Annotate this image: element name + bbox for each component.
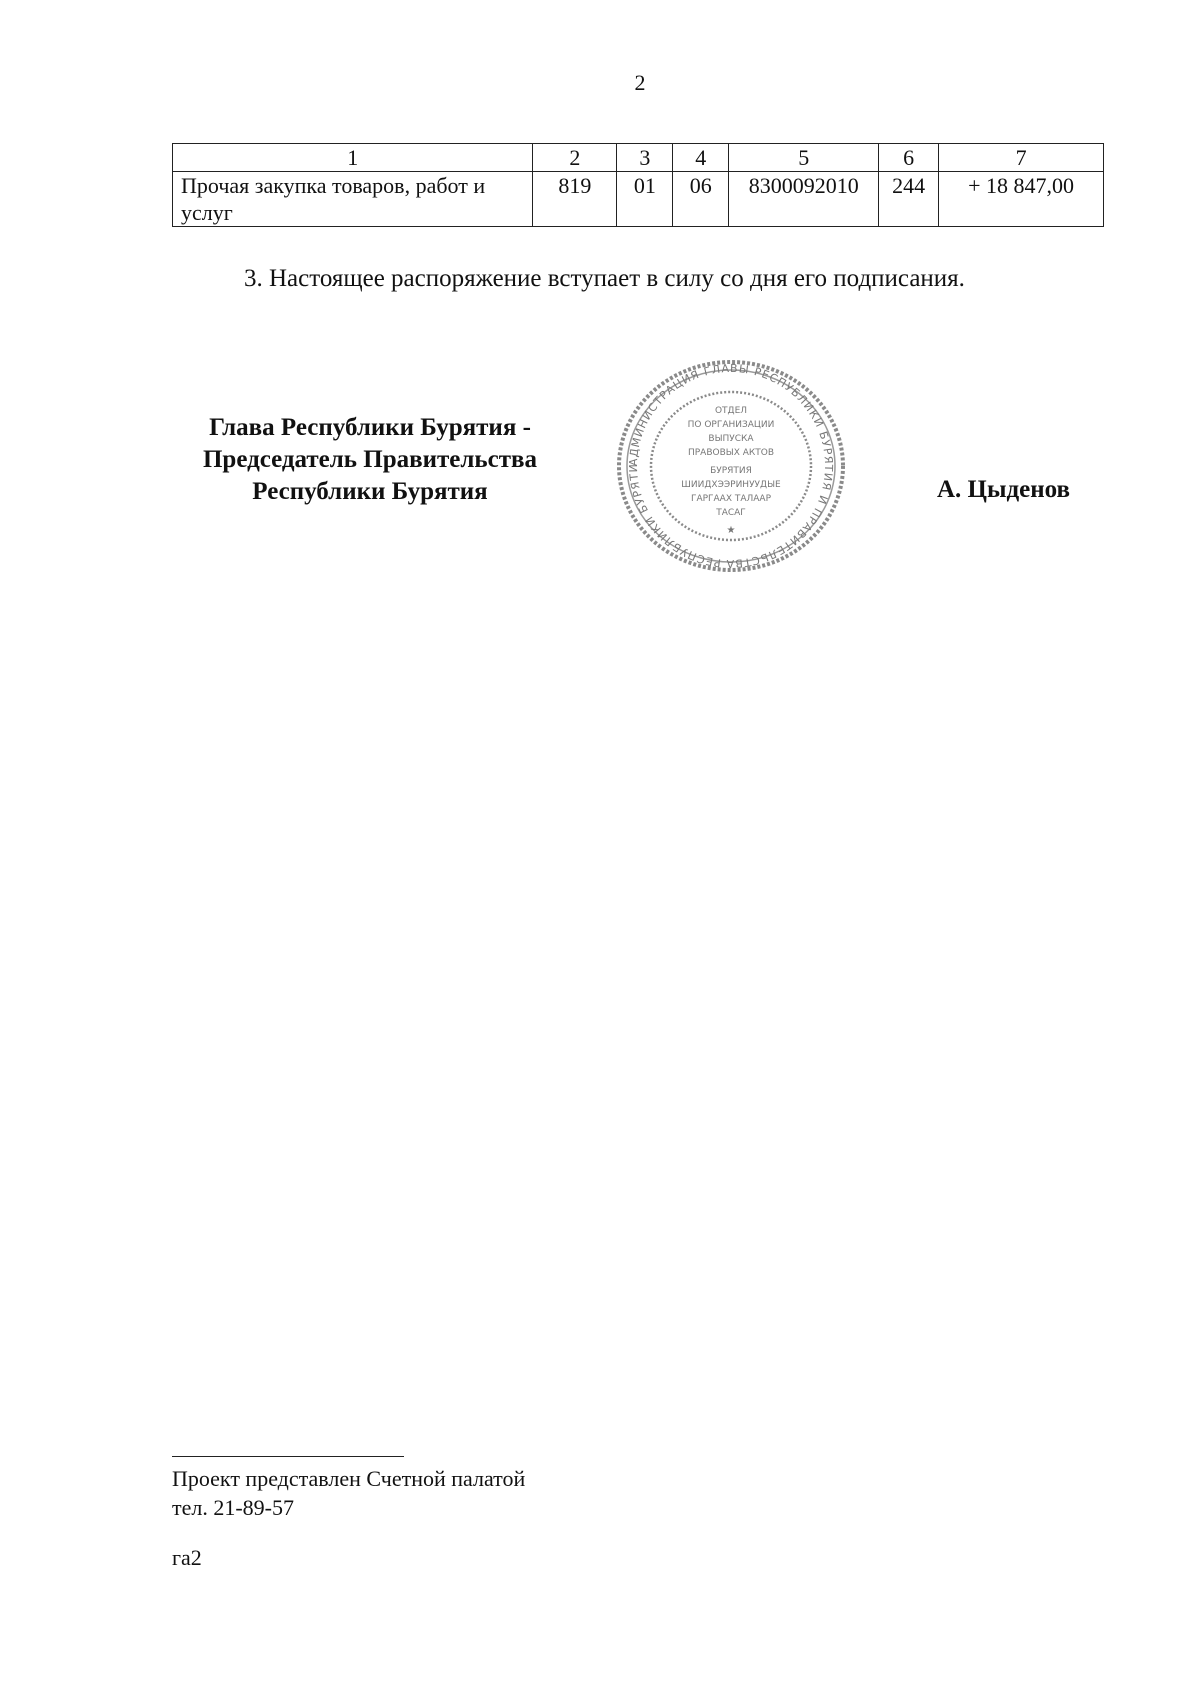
stamp-center-line: ПО ОРГАНИЗАЦИИ	[687, 420, 775, 430]
stamp-center-line: ТАСАГ	[716, 508, 746, 518]
stamp-center-line: ВЫПУСКА	[708, 434, 754, 444]
stamp-seal-icon	[612, 355, 850, 577]
signatory-name: А. Цыденов	[936, 476, 1070, 503]
budget-table	[172, 143, 1104, 227]
stamp-center-line: ОТДЕЛ	[714, 406, 748, 416]
table-header-cell: 5	[729, 144, 879, 172]
table-header-cell: 4	[673, 144, 729, 172]
stamp-center-line: БУРЯТИЯ	[710, 466, 752, 476]
table-header-row	[173, 144, 1104, 172]
table-cell-subsection: 06	[673, 172, 729, 227]
footer-note	[172, 1464, 525, 1522]
signature-title	[160, 412, 580, 508]
table-cell-amount: + 18 847,00	[939, 172, 1104, 227]
clause-paragraph: 3. Настоящее распоряжение вступает в силу со дня его подписания.	[244, 265, 965, 292]
table-header-cell: 7	[939, 144, 1104, 172]
table-cell-name: Прочая закупка товаров, работ и услуг	[173, 172, 533, 227]
table-header-cell: 2	[533, 144, 617, 172]
table-cell-code: 819	[533, 172, 617, 227]
stamp-center-line: ПРАВОВЫХ АКТОВ	[687, 448, 775, 458]
table-cell-expense-type: 244	[879, 172, 939, 227]
table-cell-article: 8300092010	[729, 172, 879, 227]
table-header-cell: 3	[617, 144, 673, 172]
stamp-ring-text: АДМИНИСТРАЦИЯ ГЛАВЫ РЕСПУБЛИКИ БУРЯТИЯ И ПРАВИТЕЛЬСТВА РЕСПУБЛИКИ БУРЯТИ	[626, 361, 836, 571]
footnote-divider	[172, 1456, 404, 1457]
table-cell-section: 01	[617, 172, 673, 227]
table-header-cell: 6	[879, 144, 939, 172]
svg-text:★: ★	[726, 525, 736, 536]
official-stamp	[612, 355, 850, 577]
signature-title-line: Республики Бурятия	[252, 478, 488, 505]
signature-title-line: Председатель Правительства	[202, 446, 538, 473]
table-row	[173, 172, 1104, 227]
footer-line: Проект представлен Счетной палатой	[172, 1466, 526, 1491]
footer-phone: тел. 21-89-57	[172, 1495, 295, 1520]
stamp-center-line: ШИИДХЭЭРИНУУДЫЕ	[681, 480, 781, 490]
page-number: 2	[634, 70, 646, 95]
stamp-center-line: ГАРГААХ ТАЛААР	[690, 494, 772, 504]
table-header-cell: 1	[173, 144, 533, 172]
signature-title-line: Глава Республики Бурятия -	[209, 414, 531, 441]
footer-code: га2	[172, 1545, 202, 1570]
